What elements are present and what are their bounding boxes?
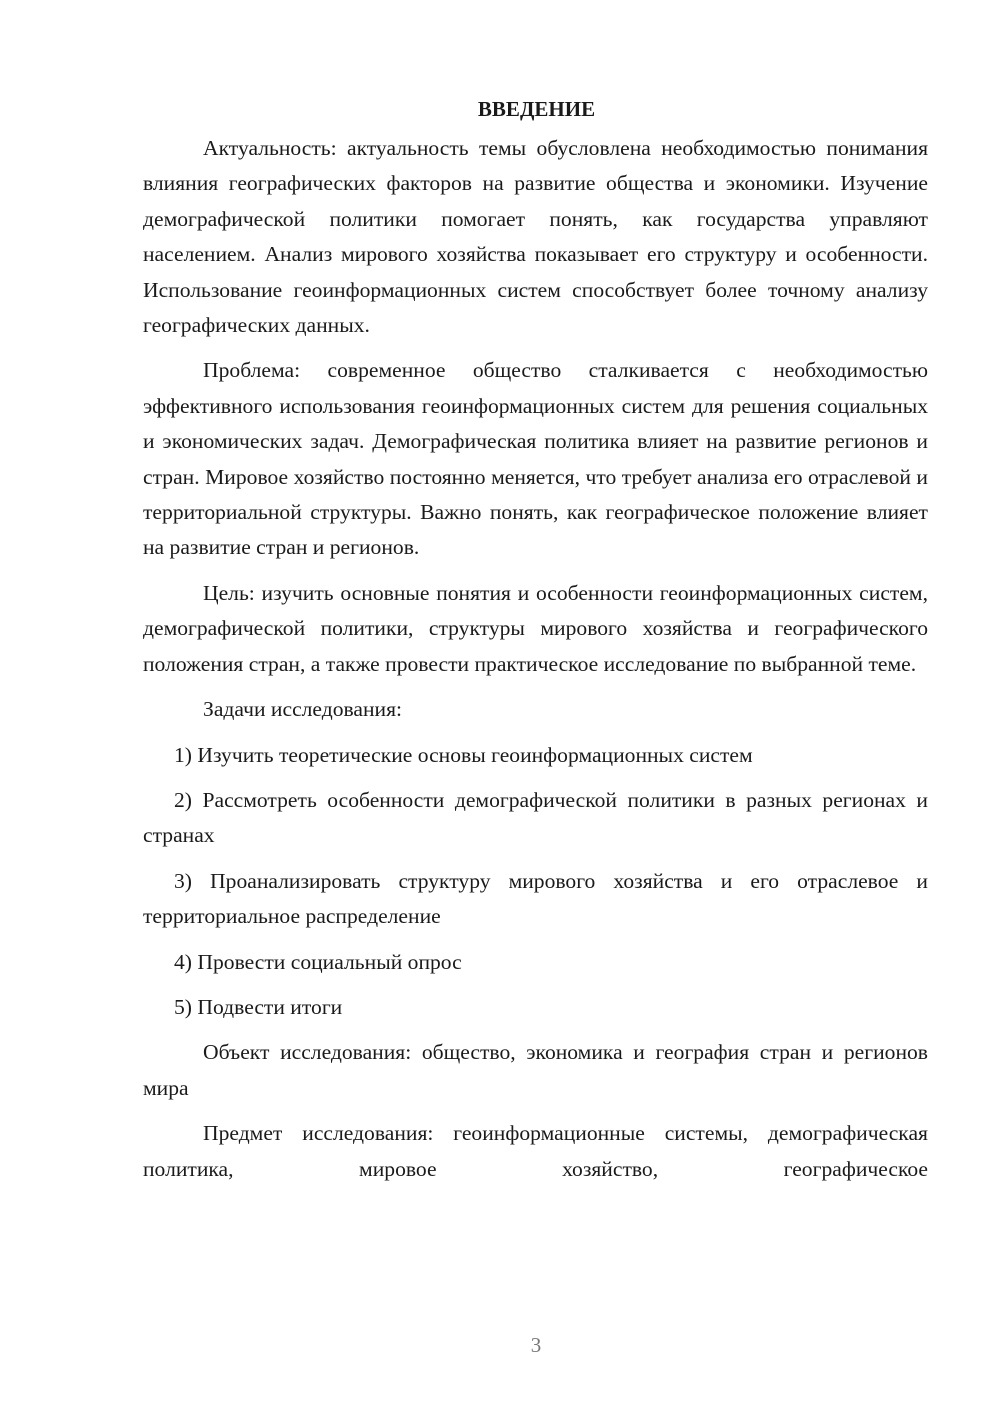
section-title: ВВЕДЕНИЕ [477,97,596,121]
relevance-paragraph: Актуальность: актуальность темы обусловлена необходимостью понимания влияния географических факторов на развитие общества и экономики. Изучение демографической политики помогает понять, как государства управляют населением. Анализ мирового хозяйства показывает его структуру и особенности. Использование геоинформационных систем способствует более точному анализу географических данных. [143,136,928,338]
task-item: 3) Проанализировать структуру мирового хозяйства и его отраслевое и территориальное распределение [143,868,928,929]
task-item: 2) Рассмотреть особенности демографической политики в разных регионах и странах [143,787,928,848]
problem-paragraph: Проблема: современное общество сталкивается с необходимостью эффективного использования геоинформационных систем для решения социальных и экономических задач. Демографическая политика влияет на развитие регионов и стран. Мировое хозяйство постоянно меняется, что требует анализа его отраслевой и территориальной структуры. Важно понять, как географическое положение влияет на развитие стран и регионов. [143,358,928,560]
object-paragraph: Объект исследования: общество, экономика и география стран и регионов мира [143,1040,928,1100]
tasks-heading: Задачи исследования: [203,697,403,722]
subject-paragraph: Предмет исследования: геоинформационные системы, демографическая политика, мировое хозяйство, географическое [143,1121,928,1181]
page-number: 3 [530,1333,542,1357]
task-item: 1) Изучить теоретические основы геоинформационных систем [174,742,753,767]
page-content [143,92,928,1187]
goal-paragraph: Цель: изучить основные понятия и особенности геоинформационных систем, демографической политики, структуры мирового хозяйства и географического положения стран, а также провести практическое исследование по выбранной теме. [143,580,928,676]
task-item: 4) Провести социальный опрос [174,949,462,974]
task-item: 5) Подвести итоги [174,994,343,1019]
